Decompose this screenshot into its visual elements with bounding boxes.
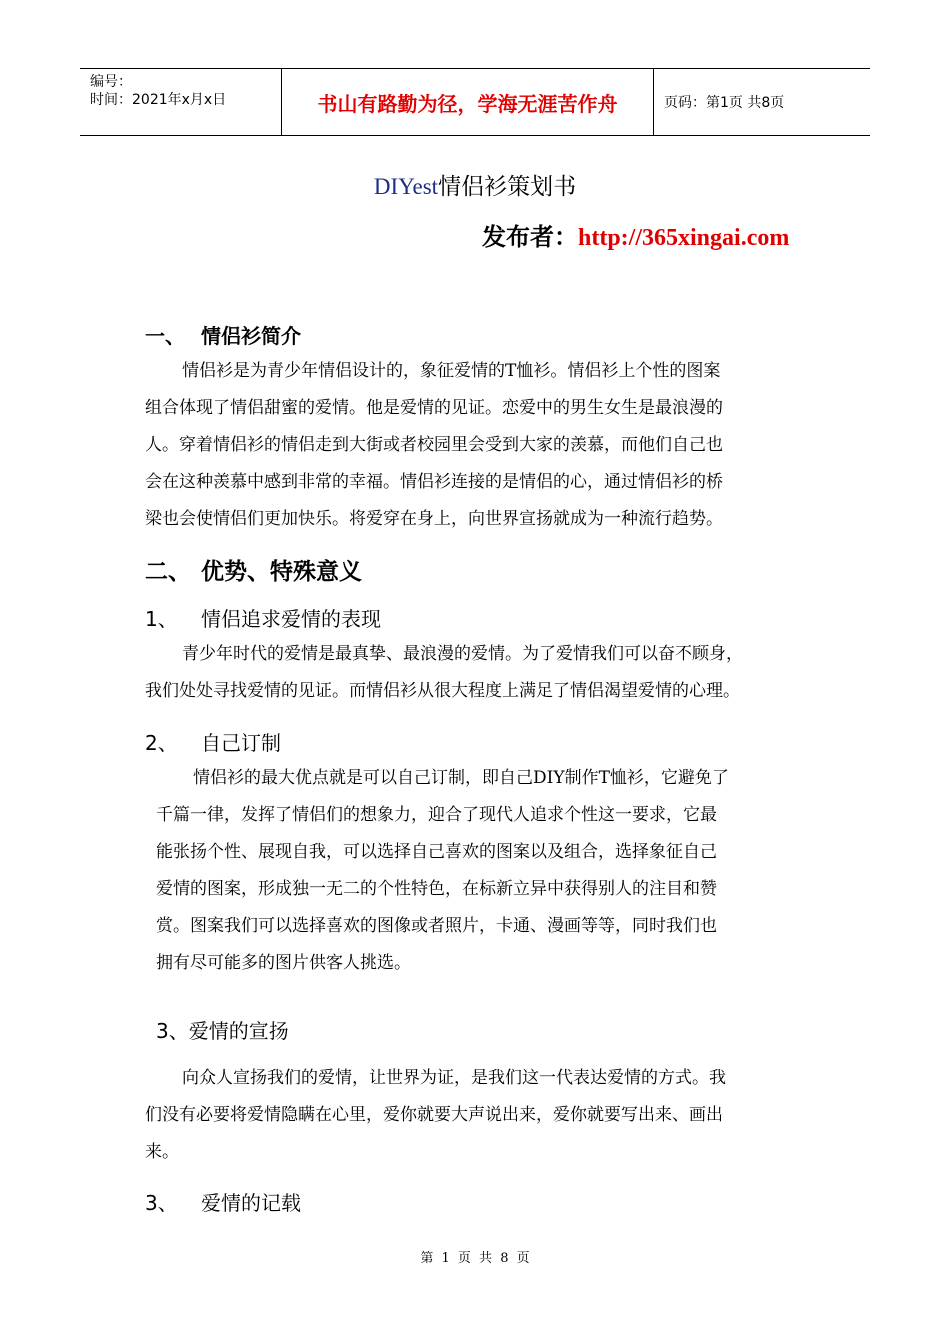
time-label: 时间：2021年x月x日 — [90, 92, 227, 108]
subsection-number: 1、 — [145, 607, 178, 631]
paragraph-line: 来。 — [145, 1142, 179, 1162]
paragraph-line: 我们处处寻找爱情的见证。而情侣衫从很大程度上满足了情侣渴望爱情的心理。 — [145, 681, 740, 701]
section-1-heading — [145, 320, 301, 349]
subsection-1-paragraph — [145, 636, 743, 710]
paragraph-line: 千篇一律，发挥了情侣们的想象力，迎合了现代人追求个性这一要求，它最 — [156, 805, 717, 825]
header-meta — [80, 69, 282, 135]
paragraph-line: 青少年时代的爱情是最真挚、最浪漫的爱情。为了爱情我们可以奋不顾身， — [182, 644, 743, 664]
subsection-2-heading — [145, 727, 281, 756]
paragraph-line: 爱情的图案，形成独一无二的个性特色，在标新立异中获得别人的注目和赞 — [156, 879, 717, 899]
section-2-number: 二、 — [145, 559, 191, 585]
section-2-heading — [145, 553, 362, 586]
subsection-4-heading — [145, 1187, 301, 1216]
section-2-title: 优势、特殊意义 — [201, 559, 362, 585]
page-header — [80, 68, 870, 136]
paragraph-line: 情侣衫的最大优点就是可以自己订制，即自己DIY制作T恤衫，它避免了 — [193, 768, 729, 788]
paragraph-line: 向众人宣扬我们的爱情，让世界为证，是我们这一代表达爱情的方式。我 — [182, 1068, 726, 1088]
paragraph-line: 情侣衫是为青少年情侣设计的，象征爱情的T恤衫。情侣衫上个性的图案 — [182, 361, 721, 381]
title-english: DIYest — [373, 174, 439, 199]
section-1-number: 一、 — [145, 324, 185, 348]
title-chinese: 情侣衫策划书 — [438, 174, 577, 200]
paragraph-line: 赏。图案我们可以选择喜欢的图像或者照片，卡通、漫画等等，同时我们也 — [156, 916, 717, 936]
paragraph-line: 会在这种羡慕中感到非常的幸福。情侣衫连接的是情侣的心，通过情侣衫的桥 — [145, 472, 723, 492]
paragraph-line: 拥有尽可能多的图片供客人挑选。 — [156, 953, 411, 973]
header-page-info: 页码：第1页 共8页 — [664, 95, 785, 111]
paragraph-line: 人。穿着情侣衫的情侣走到大街或者校园里会受到大家的羡慕，而他们自己也 — [145, 435, 723, 455]
page-footer: 第 1 页 共 8 页 — [420, 1251, 530, 1266]
subsection-title: 情侣追求爱情的表现 — [201, 607, 381, 631]
subsection-2-paragraph — [156, 760, 729, 982]
section-1-paragraph — [145, 353, 723, 538]
paragraph-line: 们没有必要将爱情隐瞒在心里，爱你就要大声说出来，爱你就要写出来、画出 — [145, 1105, 723, 1125]
publisher-url[interactable]: http://365xingai.com — [578, 225, 790, 251]
section-1-title: 情侣衫简介 — [201, 324, 301, 348]
subsection-number: 3、 — [156, 1019, 189, 1043]
publisher-label: 发布者： — [482, 223, 578, 251]
subsection-1-heading — [145, 603, 381, 632]
subsection-title: 自己订制 — [201, 731, 281, 755]
publisher — [482, 217, 789, 252]
subsection-title: 爱情的宣扬 — [188, 1019, 289, 1043]
header-motto: 书山有路勤为径，学海无涯苦作舟 — [282, 69, 654, 135]
paragraph-line: 能张扬个性、展现自我，可以选择自己喜欢的图案以及组合，选择象征自己 — [156, 842, 717, 862]
subsection-3-heading — [156, 1015, 289, 1044]
subsection-title: 爱情的记载 — [201, 1191, 301, 1215]
document-title — [0, 168, 950, 201]
subsection-number: 2、 — [145, 731, 178, 755]
subsection-3-paragraph — [145, 1060, 726, 1171]
number-label: 编号： — [90, 74, 132, 90]
paragraph-line: 组合体现了情侣甜蜜的爱情。他是爱情的见证。恋爱中的男生女生是最浪漫的 — [145, 398, 723, 418]
subsection-number: 3、 — [145, 1191, 178, 1215]
paragraph-line: 梁也会使情侣们更加快乐。将爱穿在身上，向世界宣扬就成为一种流行趋势。 — [145, 509, 723, 529]
